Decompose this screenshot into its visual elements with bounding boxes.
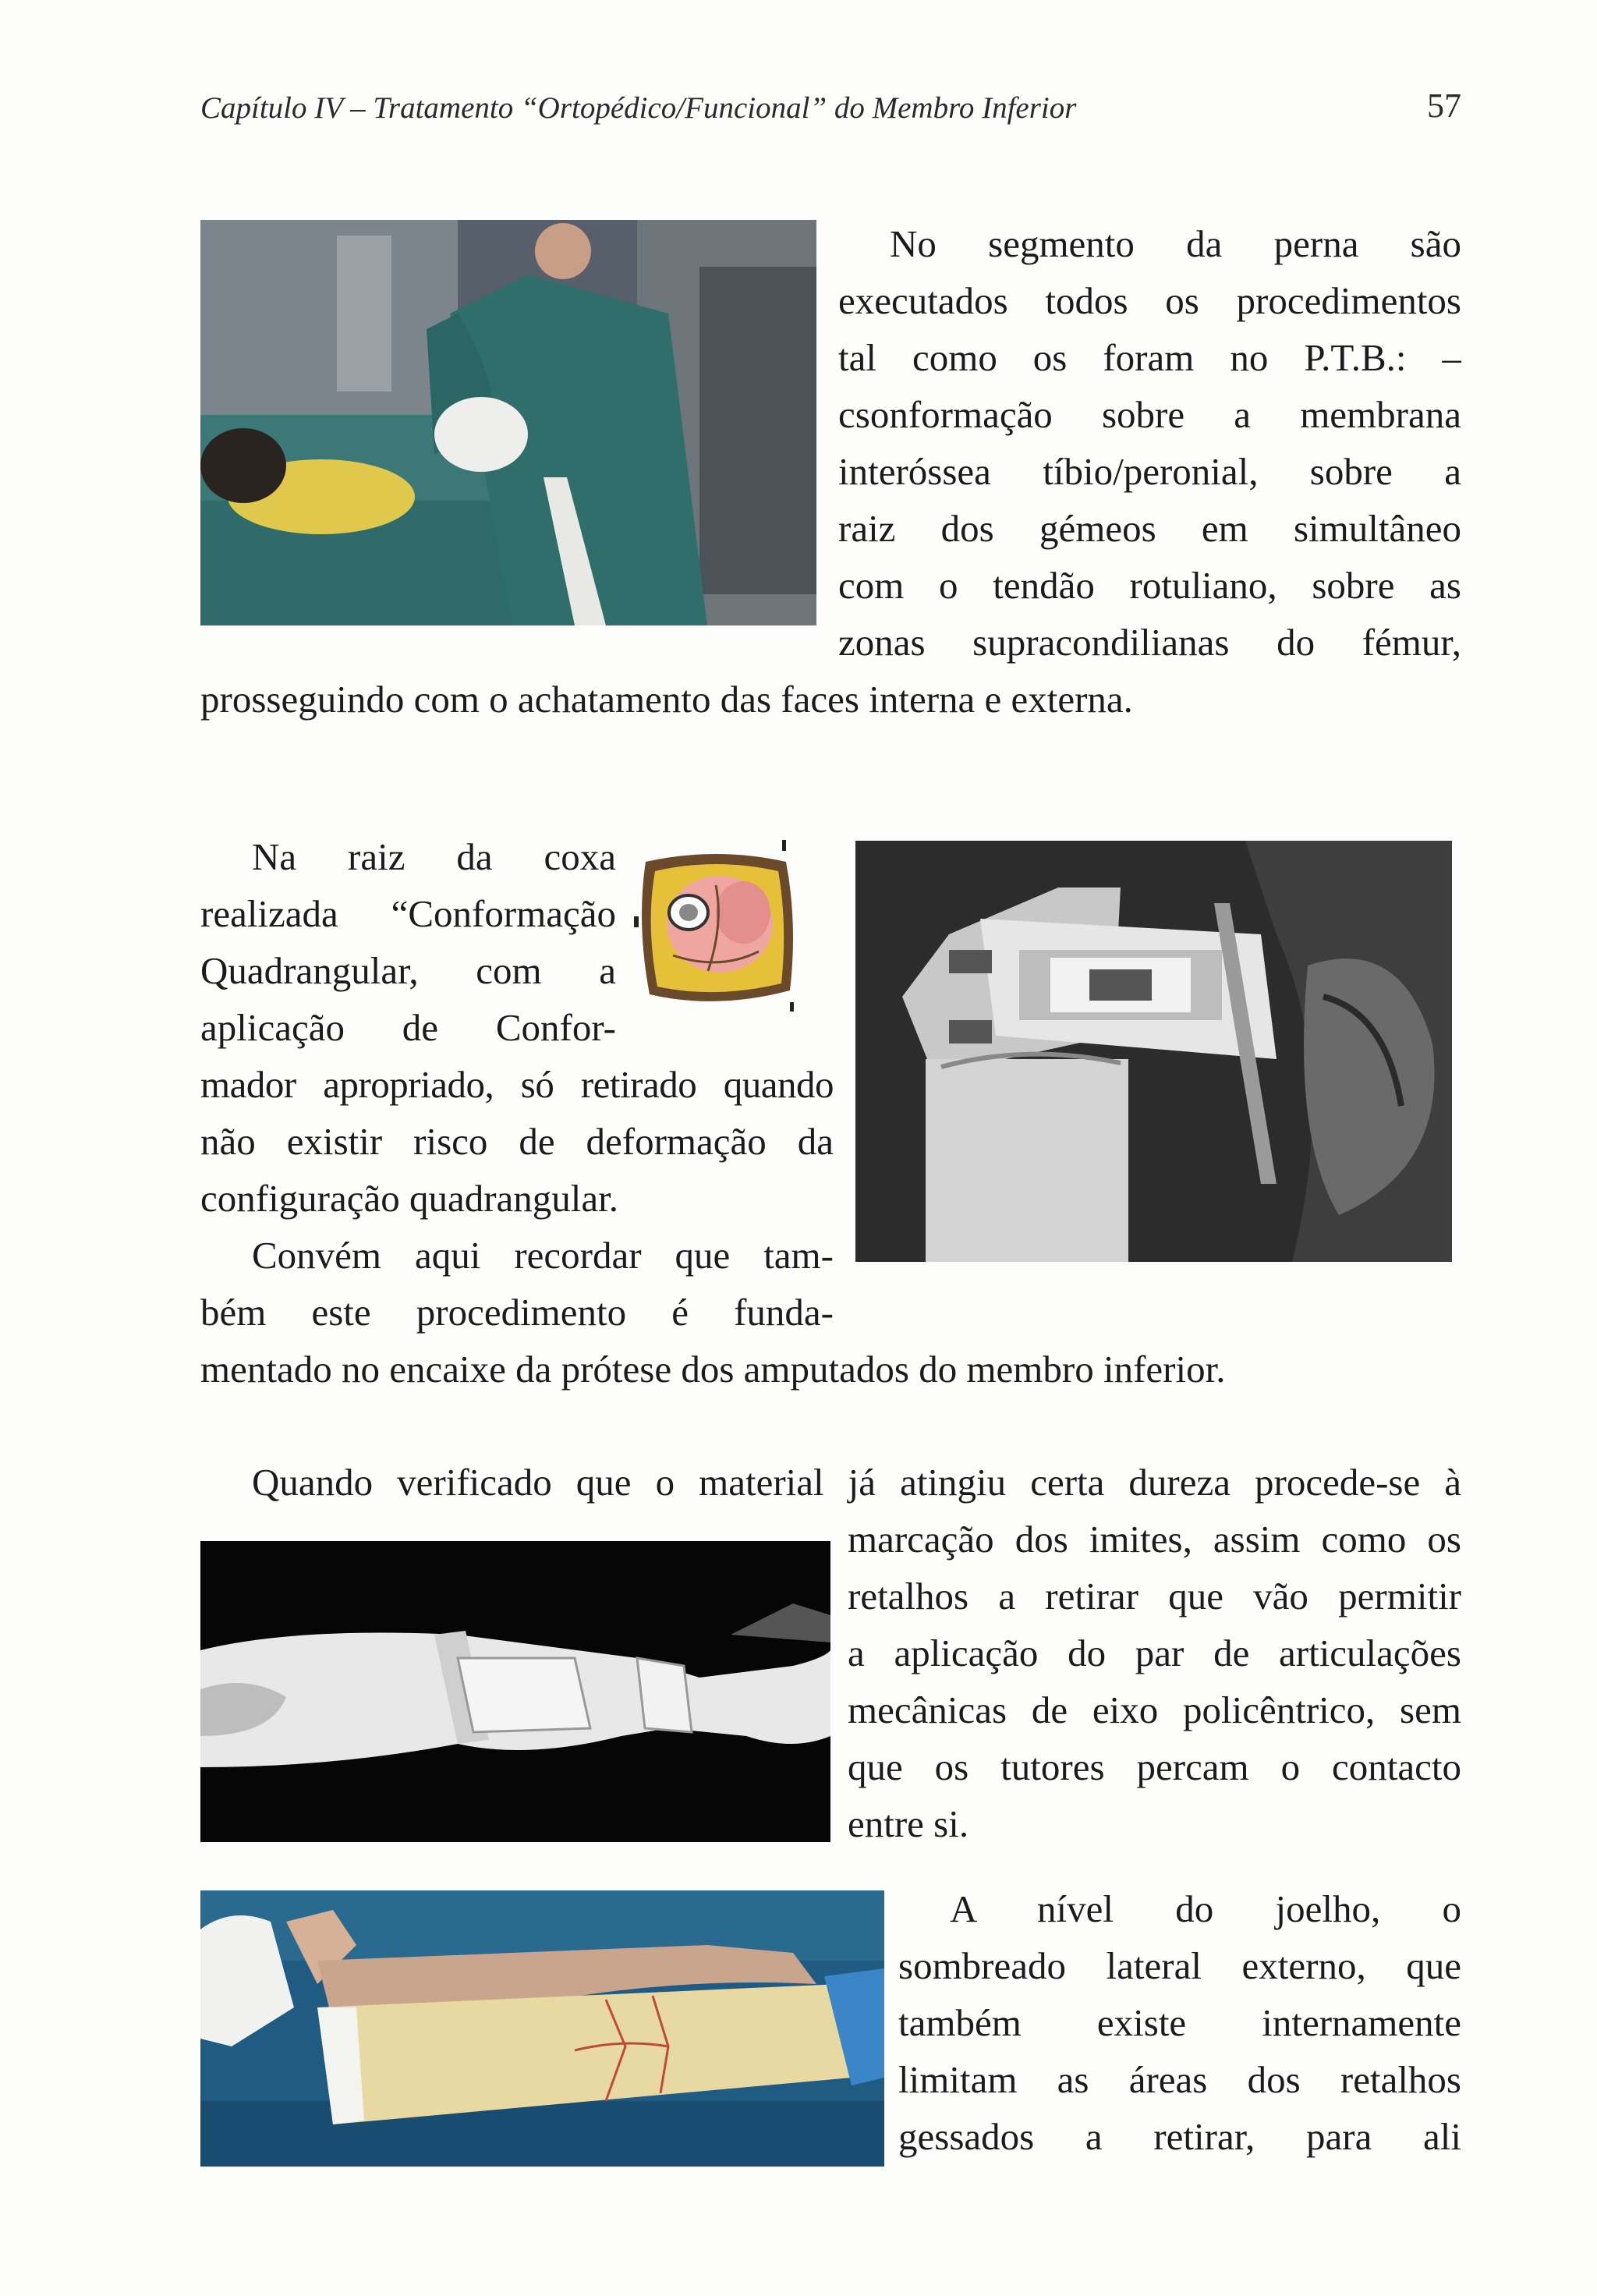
text-line: aplicação de Confor- bbox=[200, 1006, 616, 1049]
block3-text-lead bbox=[200, 1454, 1461, 1511]
text-line: raiz dos gémeos em simultâneo bbox=[838, 507, 1461, 550]
text-line: zonas supracondilianas do fémur, bbox=[838, 621, 1461, 664]
text-line: também existe internamente bbox=[898, 2001, 1461, 2044]
text-line: retalhos a retirar que vão permitir bbox=[848, 1575, 1461, 1617]
text-line: Quando verificado que o material já atingiu certa dureza procede-se à bbox=[252, 1461, 1461, 1504]
text-line: No segmento da perna são bbox=[890, 222, 1461, 265]
block2-text-full bbox=[200, 1341, 1461, 1398]
block1-text-full bbox=[200, 671, 1461, 728]
text-line: que os tutores percam o contacto bbox=[848, 1745, 1461, 1788]
block1-text-right bbox=[838, 215, 1461, 671]
photo-cast-application bbox=[200, 220, 816, 625]
chapter-title: Capítulo IV – Tratamento “Ortopédico/Funcional” do Membro Inferior bbox=[200, 91, 1077, 125]
block2-text-medium bbox=[200, 1056, 834, 1341]
text-line: limitam as áreas dos retalhos bbox=[898, 2058, 1461, 2101]
text-line: executados todos os procedimentos bbox=[838, 279, 1461, 322]
photo-leg-cast-dark bbox=[200, 1541, 830, 1842]
text-line: interóssea tíbio/peronial, sobre a bbox=[838, 450, 1461, 493]
text-line: Convém aqui recordar que tam- bbox=[252, 1234, 834, 1277]
thigh-cross-section-diagram bbox=[630, 838, 806, 1018]
text-line: Na raiz da coxa bbox=[252, 835, 616, 878]
text-line: Quadrangular, com a bbox=[200, 949, 616, 992]
text-line: A nível do joelho, o bbox=[950, 1887, 1461, 1930]
page-number: 57 bbox=[1427, 87, 1461, 125]
text-line: prosseguindo com o achatamento das faces interna e externa. bbox=[200, 678, 1133, 721]
text-line: mecânicas de eixo policêntrico, sem bbox=[848, 1688, 1461, 1731]
text-line: tal como os foram no P.T.B.: – bbox=[838, 336, 1461, 379]
block4-text-right bbox=[898, 1880, 1461, 2165]
text-line: a aplicação do par de articulações bbox=[848, 1632, 1461, 1674]
text-line: mentado no encaixe da prótese dos amputados do membro inferior. bbox=[200, 1348, 1226, 1391]
text-line: bém este procedimento é funda- bbox=[200, 1291, 834, 1334]
photo-leg-cast-markings bbox=[200, 1890, 884, 2167]
running-header bbox=[200, 86, 1461, 133]
block2-text-narrow bbox=[200, 828, 616, 1056]
text-line: entre si. bbox=[848, 1802, 969, 1845]
text-line: realizada “Conformação bbox=[200, 892, 616, 935]
photo-thigh-conformer bbox=[855, 841, 1452, 1262]
text-line: mador apropriado, só retirado quando bbox=[200, 1063, 834, 1106]
text-line: com o tendão rotuliano, sobre as bbox=[838, 564, 1461, 607]
text-line: marcação dos imites, assim como os bbox=[848, 1518, 1461, 1561]
text-line: configuração quadrangular. bbox=[200, 1177, 619, 1220]
text-line: sombreado lateral externo, que bbox=[898, 1944, 1461, 1987]
text-line: csonformação sobre a membrana bbox=[838, 393, 1461, 436]
text-line: não existir risco de deformação da bbox=[200, 1120, 834, 1163]
block3-text-right bbox=[848, 1511, 1461, 1852]
text-line: gessados a retirar, para ali bbox=[898, 2115, 1461, 2158]
